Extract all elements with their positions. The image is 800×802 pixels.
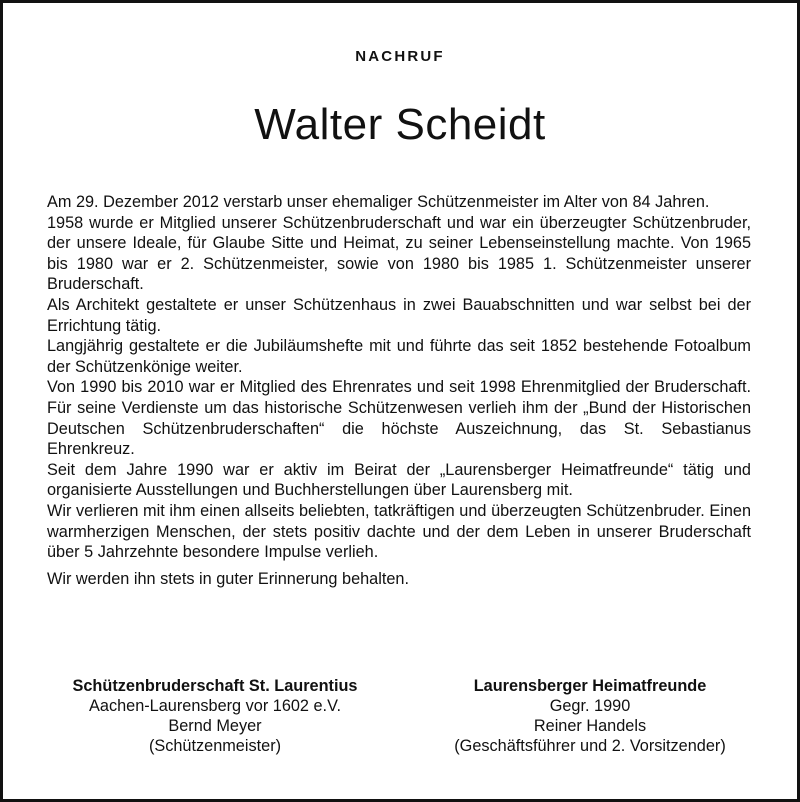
signature-org-name: Laurensberger Heimatfreunde bbox=[473, 677, 707, 695]
obituary-heading: NACHRUF bbox=[355, 48, 445, 65]
closing-sentence: Wir werden ihn stets in guter Erinnerung behalten. bbox=[47, 569, 410, 588]
signature-line: Gegr. 1990 bbox=[549, 697, 631, 715]
signature-person: Bernd Meyer bbox=[168, 717, 262, 735]
body-paragraph: Am 29. Dezember 2012 verstarb unser ehemaliger Schützenmeister im Alter von 84 Jahren. bbox=[47, 193, 710, 211]
signature-block-left bbox=[40, 676, 390, 756]
signature-role: (Geschäftsführer und 2. Vorsitzender) bbox=[454, 737, 726, 755]
body-paragraph: Als Architekt gestaltete er unser Schützenhaus in zwei Bauabschnitten und war selbst bei der Errichtung tätig. bbox=[47, 295, 751, 335]
signature-person: Reiner Handels bbox=[533, 717, 647, 735]
deceased-name: Walter Scheidt bbox=[254, 100, 546, 149]
signature-role: (Schützenmeister) bbox=[148, 737, 282, 755]
body-paragraph: Seit dem Jahre 1990 war er aktiv im Beirat der „Laurensberger Heimatfreunde“ tätig und organisierte Ausstellungen und Buchherstellungen über Laurensberg mit. bbox=[47, 460, 751, 500]
signature-org-name: Schützenbruderschaft St. Laurentius bbox=[72, 677, 358, 695]
signature-line: Aachen-Laurensberg vor 1602 e.V. bbox=[89, 697, 341, 715]
body-paragraph: Wir verlieren mit ihm einen allseits beliebten, tatkräftigen und überzeugten Schützenbruder. Einen warmherzigen Menschen, der stets positiv dachte und der dem Leben in unserer Bruderschaft über 5 Jahrzehnte besondere Impulse verlieh. bbox=[47, 501, 751, 562]
body-paragraph: Von 1990 bis 2010 war er Mitglied des Ehrenrates und seit 1998 Ehrenmitglied der Bruderschaft. Für seine Verdienste um das historische Schützenwesen verlieh ihm der „Bund der Historischen Deutschen Schützenbruderschaften“ die höchste Auszeichnung, das St. Sebastianus Ehrenkreuz. bbox=[47, 378, 751, 459]
obituary-body bbox=[47, 192, 751, 589]
body-paragraph: Langjährig gestaltete er die Jubiläumshefte mit und führte das seit 1852 bestehende Fotoalbum der Schützenkönige weiter. bbox=[47, 337, 751, 376]
body-paragraph: 1958 wurde er Mitglied unserer Schützenbruderschaft und war ein überzeugter Schützenbruder, der unsere Ideale, für Glaube Sitte und Heimat, zu seiner Lebenseinstellung machte. Von 1965 bis 1980 war er 2. Schützenmeister, sowie von 1980 bis 1985 1. Schützenmeister unserer Bruderschaft. bbox=[47, 213, 751, 294]
signature-block-right bbox=[415, 676, 765, 756]
